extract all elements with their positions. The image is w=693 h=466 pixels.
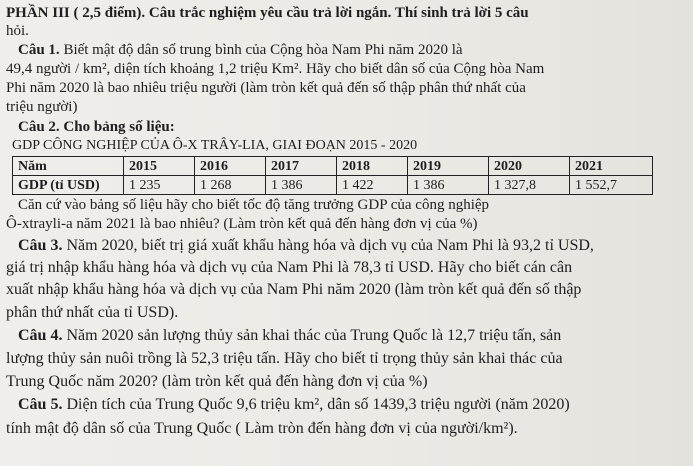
question-1-line-1: Câu 1. Biết mật độ dân số trung bình của Cộng hòa Nam Phi năm 2020 là (18, 42, 463, 58)
question-4-line-1: Câu 4. Năm 2020 sản lượng thủy sản khai thác của Trung Quốc là 12,7 triệu tấn, sản (18, 327, 562, 344)
table-cell: 2015 (124, 157, 195, 176)
question-4-line-3: Trung Quốc năm 2020? (làm tròn kết quả đến hàng đơn vị của %) (6, 373, 428, 390)
question-2-line-2: Ô-xtrayli-a năm 2021 là bao nhiêu? (Làm tròn kết quả đến hàng đơn vị của %) (6, 216, 478, 232)
question-5-line-1: Câu 5. Diện tích của Trung Quốc 9,6 triệu km², dân số 1439,3 triệu người (năm 2020) (18, 396, 570, 413)
table-cell: 2020 (489, 157, 570, 176)
table-title: GDP CÔNG NGHIỆP CỦA Ô-X TRÂY-LIA, GIAI ĐOẠN 2015 - 2020 (12, 138, 418, 153)
part-header-cont: hỏi. (6, 23, 29, 39)
question-1-line-2: 49,4 người / km², diện tích khoảng 1,2 triệu Km². Hãy cho biết dân số của Cộng hòa Nam (6, 61, 545, 77)
question-2-line-1: Căn cứ vào bảng số liệu hãy cho biết tốc độ tăng trưởng GDP của công nghiệp (18, 197, 490, 213)
part-header: PHẦN III ( 2,5 điểm). Câu trắc nghiệm yêu cầu trả lời ngắn. Thí sinh trả lời 5 câu (6, 5, 529, 21)
question-5-line-2: tính mật độ dân số của Trung Quốc ( Làm tròn đến hàng đơn vị của người/km²). (6, 420, 518, 437)
table-cell: 2021 (570, 157, 653, 176)
table-cell: 1 386 (266, 176, 337, 195)
question-1-line-3: Phi năm 2020 là bao nhiêu triệu người (làm tròn kết quả đến số thập phân thứ nhất của (6, 80, 526, 96)
question-2-label: Câu 2. Cho bảng số liệu: (18, 119, 175, 135)
question-3-line-3: xuất nhập khẩu hàng hóa và dịch vụ của Nam Phi năm 2020 (làm tròn kết quả đến số thập (6, 281, 582, 298)
table-cell: Năm (13, 157, 124, 176)
table-cell: 2017 (266, 157, 337, 176)
question-3-line-4: phân thứ nhất của tỉ USD). (6, 304, 179, 321)
table-cell: 1 268 (195, 176, 266, 195)
table-cell: GDP (tỉ USD) (13, 176, 124, 195)
table-cell: 1 422 (337, 176, 408, 195)
gdp-table (12, 156, 653, 195)
question-1-line-4: triệu người) (6, 99, 78, 115)
table-cell: 1 235 (124, 176, 195, 195)
table-cell: 1 386 (408, 176, 489, 195)
table-header-row (13, 157, 653, 176)
table-cell: 2019 (408, 157, 489, 176)
question-3-line-2: giá trị nhập khẩu hàng hóa và dịch vụ của Nam Phi là 78,3 tỉ USD. Hãy cho biết cán cân (6, 259, 573, 276)
table-cell: 2016 (195, 157, 266, 176)
question-3-line-1: Câu 3. Năm 2020, biết trị giá xuất khẩu hàng hóa và dịch vụ của Nam Phi là 93,2 tỉ USD, (18, 237, 594, 254)
question-4-line-2: lượng thủy sản nuôi trồng là 52,3 triệu tấn. Hãy cho biết tỉ trọng thủy sản khai thác của (6, 350, 563, 367)
table-cell: 1 552,7 (570, 176, 653, 195)
table-row (13, 176, 653, 195)
table-cell: 1 327,8 (489, 176, 570, 195)
table-cell: 2018 (337, 157, 408, 176)
